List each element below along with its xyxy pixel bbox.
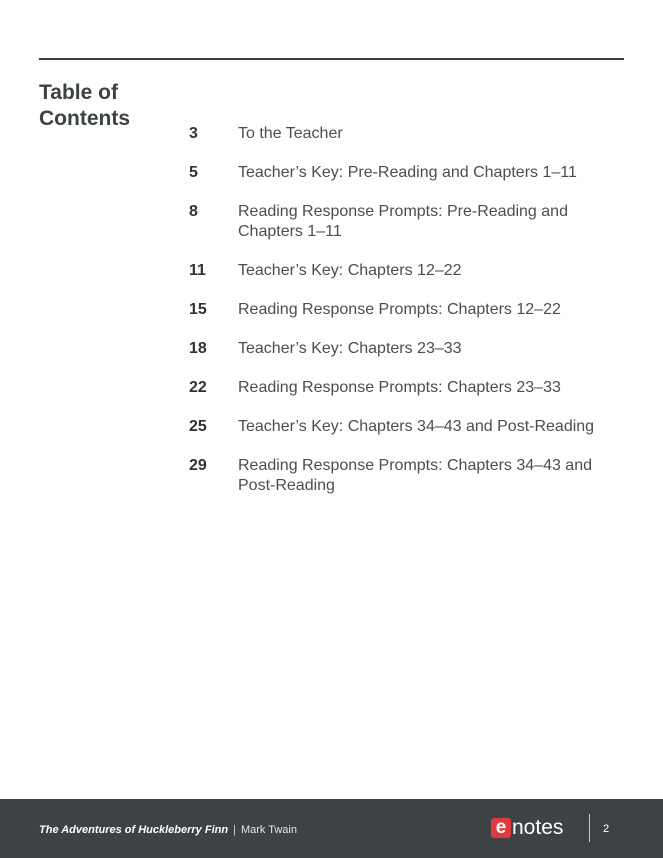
toc-page-number: 11 [189,262,206,279]
toc-entry[interactable] [189,163,629,183]
toc-entry[interactable] [189,456,629,496]
toc-page-number: 22 [189,379,207,396]
toc-page-number: 15 [189,301,207,318]
toc-entry-title: Reading Response Prompts: Chapters 12–22 [238,301,561,318]
footer-author: Mark Twain [240,824,297,836]
toc-entry[interactable] [189,300,629,320]
toc-entry-title: Reading Response Prompts: Chapters 23–33 [238,379,561,396]
toc-entry-title: Teacher’s Key: Chapters 12–22 [238,262,462,279]
enotes-logo-mark: e [491,818,511,838]
toc-entry[interactable] [189,261,629,281]
toc-page-number: 29 [189,457,207,474]
toc-page-number: 3 [189,125,198,142]
toc-entry-title: Reading Response Prompts: Chapters 34–43 and Post-Reading [238,457,592,494]
toc-entry[interactable] [189,417,629,437]
footer-separator: | [233,824,236,836]
top-rule [39,58,624,60]
toc-entry[interactable] [189,339,629,359]
toc-page-number: 8 [189,203,198,220]
footer-divider [589,814,590,842]
toc-entry-title: Teacher’s Key: Pre-Reading and Chapters 1–11 [238,164,577,181]
toc-entry-title: Teacher’s Key: Chapters 23–33 [238,340,462,357]
footer-credit [39,823,297,837]
toc-entry-title: To the Teacher [238,125,343,142]
toc-entry[interactable] [189,124,629,144]
footer-bar [0,799,663,858]
page-title: Table of Contents [39,81,130,130]
toc-entry-title: Reading Response Prompts: Pre-Reading and Chapters 1–11 [238,203,568,240]
toc-page-number: 18 [189,340,207,357]
toc-entry[interactable] [189,378,629,398]
toc-page-number: 25 [189,418,207,435]
toc-entry[interactable] [189,202,629,242]
toc-page-number: 5 [189,164,198,181]
toc-list [189,124,629,515]
toc-entry-title: Teacher’s Key: Chapters 34–43 and Post-Reading [238,418,595,435]
enotes-logo-text: notes [512,816,564,839]
page-number: 2 [603,823,610,835]
enotes-logo[interactable] [491,816,563,840]
footer-book-title: The Adventures of Huckleberry Finn [39,824,229,836]
